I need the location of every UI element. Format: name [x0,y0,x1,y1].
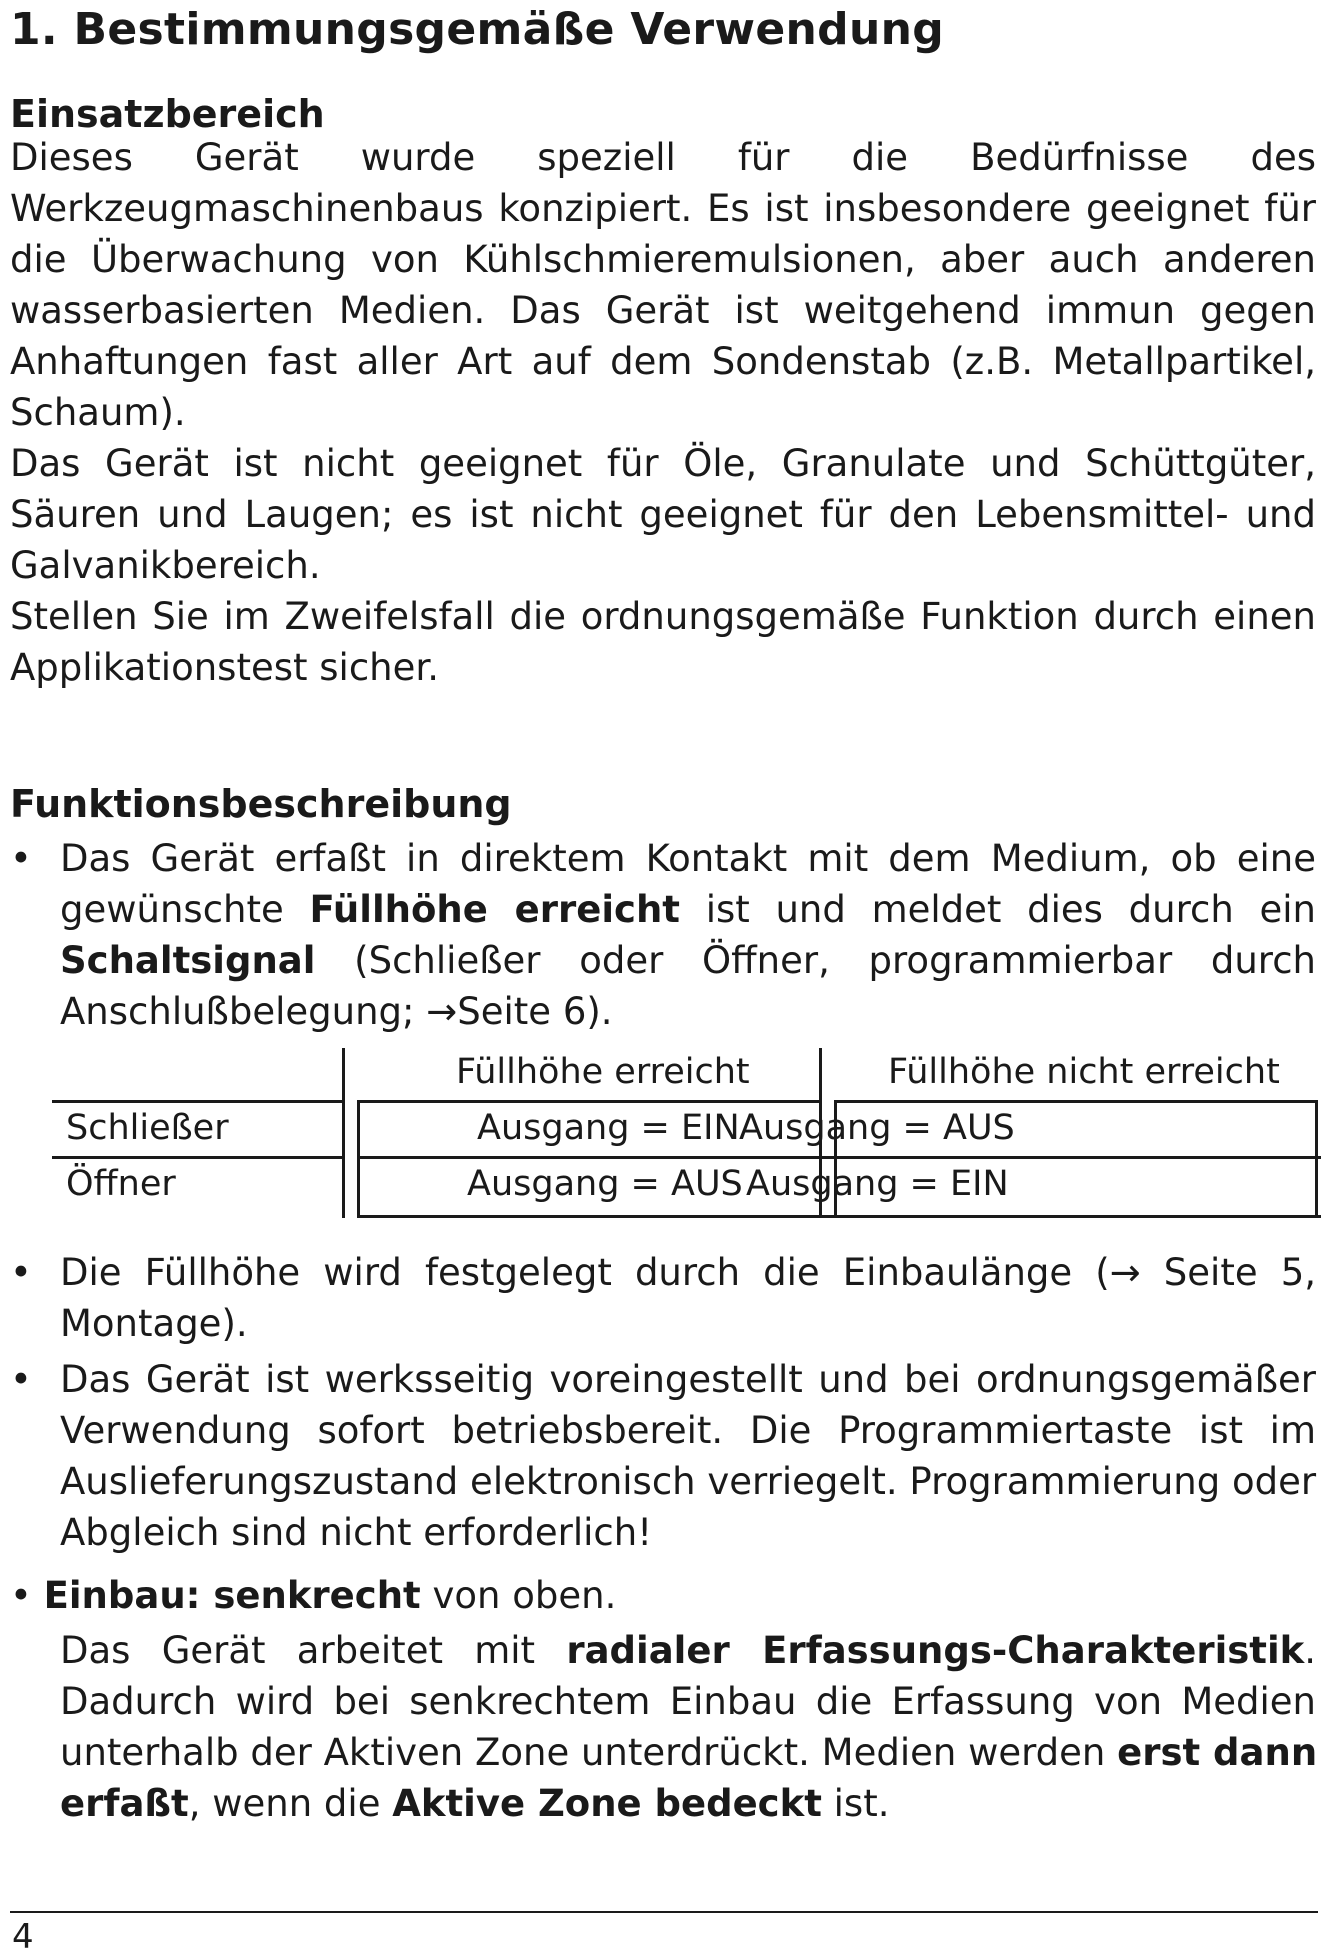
footer-rule [10,1911,1318,1913]
text-line: die Überwachung von Kühlschmieremulsionen, aber auch anderen [10,238,1316,281]
emphasis: Füllhöhe erreicht [309,888,680,931]
table-rule [52,1156,344,1159]
text-line: Werkzeugmaschinenbaus konzipiert. Es ist insbesondere geeignet für [10,187,1316,230]
bullet-marker: • [10,1251,32,1294]
emphasis: erfaßt [60,1782,189,1825]
table-row-label: Schließer [66,1108,229,1148]
table-rule [357,1156,1321,1159]
text-line: Verwendung sofort betriebsbereit. Die Programmiertaste ist im [60,1409,1316,1452]
text-line: erfaßt, wenn die Aktive Zone bedeckt ist. [60,1782,890,1825]
switching-table [10,1048,1320,1218]
text-line: Montage). [60,1302,248,1345]
text-line: Galvanikbereich. [10,544,321,587]
einsatzbereich-text [10,132,1316,693]
bullet-marker: • [10,1358,32,1401]
text-line: Säuren und Laugen; es ist nicht geeignet für den Lebensmittel- und [10,493,1316,536]
text-line: Stellen Sie im Zweifelsfall die ordnungsgemäße Funktion durch einen [10,595,1316,638]
text-line: Auslieferungszustand elektronisch verriegelt. Programmierung oder [60,1460,1317,1503]
text-line: Das Gerät erfaßt in direktem Kontakt mit dem Medium, ob eine [60,837,1316,880]
table-rule [357,1100,821,1103]
bullet-item-1 [60,833,1316,1037]
text-line: Das Gerät ist werksseitig voreingestellt und bei ordnungsgemäßer [60,1358,1316,1401]
table-rule [357,1215,1321,1218]
text-line: Das Gerät arbeitet mit radialer Erfassungs-Charakteristik. [60,1629,1317,1672]
text-line: Applikationstest sicher. [10,646,439,689]
table-cell: Ausgang = EIN [746,1164,1009,1204]
text-line: Abgleich sind nicht erforderlich! [60,1511,653,1554]
text-line: Dadurch wird bei senkrechtem Einbau die Erfassung von Medien [60,1680,1316,1723]
table-cell: Ausgang = AUS [739,1108,1015,1148]
section-title-funktionsbeschreibung: Funktionsbeschreibung [10,782,512,826]
table-divider [1315,1100,1318,1218]
table-rule [834,1100,1318,1103]
table-row-label: Öffner [66,1164,176,1204]
bullet-marker: • [10,1574,44,1617]
table-header-not-reached: Füllhöhe nicht erreicht [888,1052,1280,1092]
text-line: unterhalb der Aktiven Zone unterdrückt. Medien werden erst dann [60,1731,1318,1774]
emphasis: Schaltsignal [60,939,316,982]
text-line: gewünschte Füllhöhe erreicht ist und meldet dies durch ein [60,888,1316,931]
emphasis: erst dann [1117,1731,1318,1774]
table-cell: Ausgang = EIN [477,1108,740,1148]
bullet-item-4-lead: • Einbau: senkrecht von oben. [10,1574,617,1617]
bullet-marker: • [10,837,32,880]
bullet-item-2 [60,1247,1316,1349]
text-line: Dieses Gerät wurde speziell für die Bedürfnisse des [10,136,1316,179]
emphasis: Aktive Zone bedeckt [392,1782,822,1825]
emphasis: Einbau: senkrecht [43,1574,421,1617]
bullet-item-3 [60,1354,1316,1558]
section-title-einsatzbereich: Einsatzbereich [10,92,325,136]
table-cell: Ausgang = AUS [467,1164,743,1204]
table-header-reached: Füllhöhe erreicht [456,1052,750,1092]
page-number: 4 [12,1917,34,1957]
bullet-item-4-body [60,1625,1316,1829]
text-line: wasserbasierten Medien. Das Gerät ist weitgehend immun gegen [10,289,1316,332]
text-line: Schaum). [10,391,186,434]
text-line: Die Füllhöhe wird festgelegt durch die Einbaulänge (→ Seite 5, [60,1251,1316,1294]
table-divider [342,1048,345,1218]
emphasis: radialer Erfassungs-Charakteristik [566,1629,1305,1672]
page-heading: 1. Bestimmungsgemäße Verwendung [10,4,944,55]
table-rule [52,1100,344,1103]
text-line: Anhaftungen fast aller Art auf dem Sondenstab (z.B. Metallpartikel, [10,340,1316,383]
text-line: Anschlußbelegung; →Seite 6). [60,990,613,1033]
text-line: Das Gerät ist nicht geeignet für Öle, Granulate und Schüttgüter, [10,442,1316,485]
table-divider [357,1100,360,1218]
text-line: Schaltsignal (Schließer oder Öffner, programmierbar durch [60,939,1316,982]
